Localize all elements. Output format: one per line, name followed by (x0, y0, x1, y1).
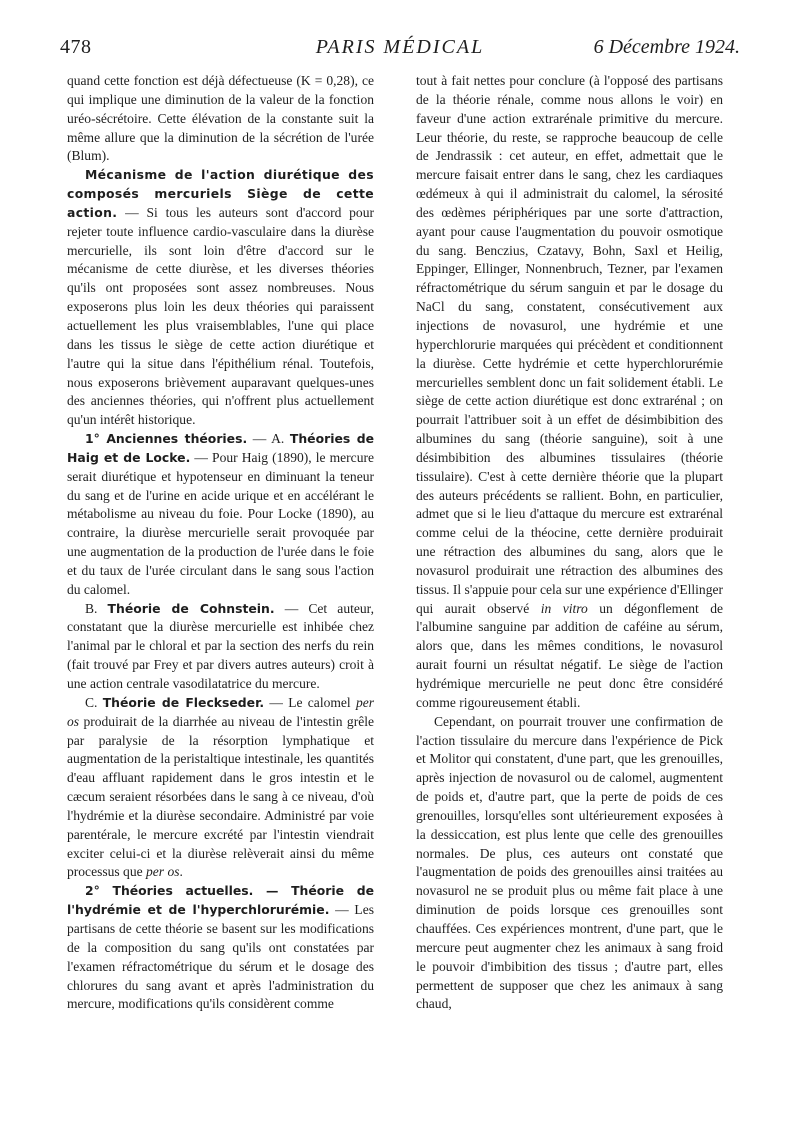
subheading-cohnstein: Théorie de Cohnstein. (107, 600, 275, 616)
paragraph-fleckseder: C. Théorie de Fleckseder. — Le calomel per os produirait de la diarrhée au niveau de l'intestin grêle par paralysie de la résorption lymphatique et augmentation de la peristaltique intestinale, les quantités d'eau affluant rapidement dans le gros intestin et le cæcum seraient résorbées dans le sang à ce niveau, d'où l'hydrémie et la diurèse secondaire. Administré par voie parentérale, le mercure excrété par l'intestin viendrait exciter celui-ci et la diurèse relèverait ainsi du même processus que per os. (67, 694, 375, 880)
paragraph-old-theories: 1° Anciennes théories. — A. Théories de Haig et de Locke. — Pour Haig (1890), le mercure serait diurétique et hypotenseur en diminuant la teneur du sang et de l'urine en acide urique et en accélérant le métabolisme au niveau du foie. Pour Locke (1890), au contraire, la diurèse mercurielle serait provoquée par une augmentation de la production de l'urée dans le foie et du taux de l'urée circulant dans le sang sous l'action du calomel. (67, 431, 374, 597)
running-header (60, 36, 740, 66)
left-column (67, 72, 374, 1014)
subheading-haig-locke: Théories de Haig et de Locke. (67, 431, 374, 465)
paragraph-tissue-action: Cependant, on pourrait trouver une confirmation de l'action tissulaire du mercure dans l'expérience de Pick et Molitor qui constatent, d'une part, que les grenouilles, après injection de novasurol ou de calomel, augmentent de poids et, d'autre part, que la perte de poids de ces grenouilles, lorsqu'elles sont ultérieurement exposées à la dessiccation, est plus lente que celle des grenouilles normales. De plus, ces auteurs ont constaté que l'augmentation de poids des grenouilles ainsi traitées au novasurol ne se produit plus ou même fait place à une diminution de poids lorsque ces grenouilles sont chauffées. Ces expériences montrent, d'une part, que le mercure peut augmenter chez les animaux à sang froid le pouvoir d'imbibition des tissus ; d'autre part, elles permettent de supposer que chez les animaux à sang chaud, (416, 713, 723, 1012)
latin-term: in vitro (540, 600, 588, 616)
paragraph-mechanism: Mécanisme de l'action diurétique des composés mercuriels Siège de cette action. — Si tous les auteurs sont d'accord pour rejeter toute influence cardio-vasculaire dans la diurèse mercurielle, ils sont loin d'être d'accord sur le mécanisme de cette diurèse, et les diverses théories qu'ils ont proposées sont assez nombreuses. Nous exposerons plus loin les deux théories qui paraissent actuellement les plus vraisemblables, l'une qui place dans les tissus le siège de cette action diurétique et l'autre qui la situe dans l'épithélium rénal. Toutefois, nous exposerons brièvement auparavant quelques-unes des anciennes théories, qui n'offrent plus actuellement qu'un intérêt historique. (67, 167, 374, 428)
latin-term: per os (67, 694, 375, 729)
issue-date: 6 Décembre 1924. (593, 36, 740, 58)
paragraph-continuation: quand cette fonction est déjà défectueuse (K = 0,28), ce qui implique une diminution de la valeur de la fonction uréo-sécrétoire. Cette élévation de la constante suit la même allure que la diminution de la sécrétion de l'urée (Blum). (67, 73, 374, 164)
paragraph-hydremia: tout à fait nettes pour conclure (à l'opposé des partisans de la théorie rénale, comme nous allons le voir) en faveur d'une action extrarénale primitive du mercure. Leur théorie, du reste, se rapproche beaucoup de celle de Jendrassik : cet auteur, en effet, admettait que le mercure faisait entrer dans le sang, chez les cardiaques œdémeux à qui il administrait du calomel, la sérosité des œdèmes périphériques par une sorte d'attraction, ayant pour cause l'augmentation du pouvoir osmotique du sang. Benczius, Czatavy, Bohn, Saxl et Heilig, Eppinger, Ellinger, Nonnenbruch, Tezner, par l'examen réfractométrique du sérum sanguin et par le dosage du NaCl du sang, constatent, consécutivement aux injections de novasurol, une hydrémie et une hyperchlorurie marquées qui précèdent et conditionnent la diurèse. Cette hydrémie et cette hyperchlorurémie mercurielles semblent donc un fait solidement établi. Le siège de cette action diurétique est donc extrarénal ; on pourrait l'attribuer soit à un effet de désimbibition des albumines du sang (théorie sanguine), soit à une désimbibition des albumines tissulaires (théorie tissulaire). C'est à cette dernière théorie que la plupart des auteurs précédents se rallient. Bohn, en particulier, admet que si le lieu d'attaque du mercure est extrarénal comme celui de la théocine, cette dernière produirait une rétraction des albumines du sang, alors que le novasurol produirait une rétraction des albumines des tissus. Il s'appuie pour cela sur une expérience d'Ellinger qui aurait observé in vitro un dégonflement de l'albumine sanguine par addition de caféine au sérum, alors que, dans les mêmes conditions, le novasurol aurait fourni un résultat négatif. Le siège de l'action hydrémique mercurielle ne peut donc être considéré comme rigoureusement établi. (416, 73, 723, 710)
journal-title: PARIS MÉDICAL (315, 36, 485, 58)
subheading-fleckseder: Théorie de Fleckseder. (102, 694, 265, 710)
section-heading-current-theories: 2° Théories actuelles. — Théorie de l'hydrémie et de l'hyperchlorurémie. (67, 883, 374, 918)
page-number: 478 (60, 36, 92, 58)
section-heading-mechanism: Mécanisme de l'action diurétique des composés mercuriels Siège de cette action. (67, 167, 374, 220)
section-heading-old-theories: 1° Anciennes théories. (85, 431, 248, 447)
paragraph-cohnstein: B. Théorie de Cohnstein. — Cet auteur, constatant que la diurèse mercurielle est inhibée chez l'animal par le chloral et par la section des nerfs du rein (fait trouvé par Frey et par divers autres auteurs) croit à une action centrale vasodilatatrice du mercure. (67, 600, 374, 691)
right-column (416, 72, 723, 1014)
latin-term: per os (146, 864, 180, 880)
paragraph-current-theories: 2° Théories actuelles. — Théorie de l'hydrémie et de l'hyperchlorurémie. — Les partisans de cette théorie se basent sur les modifications de la composition du sang qu'ils ont constatées par l'examen réfractométrique du sérum et le dosage des chlorures du sang avant et après l'administration du mercure, modifications qu'ils considèrent comme (67, 883, 374, 1012)
